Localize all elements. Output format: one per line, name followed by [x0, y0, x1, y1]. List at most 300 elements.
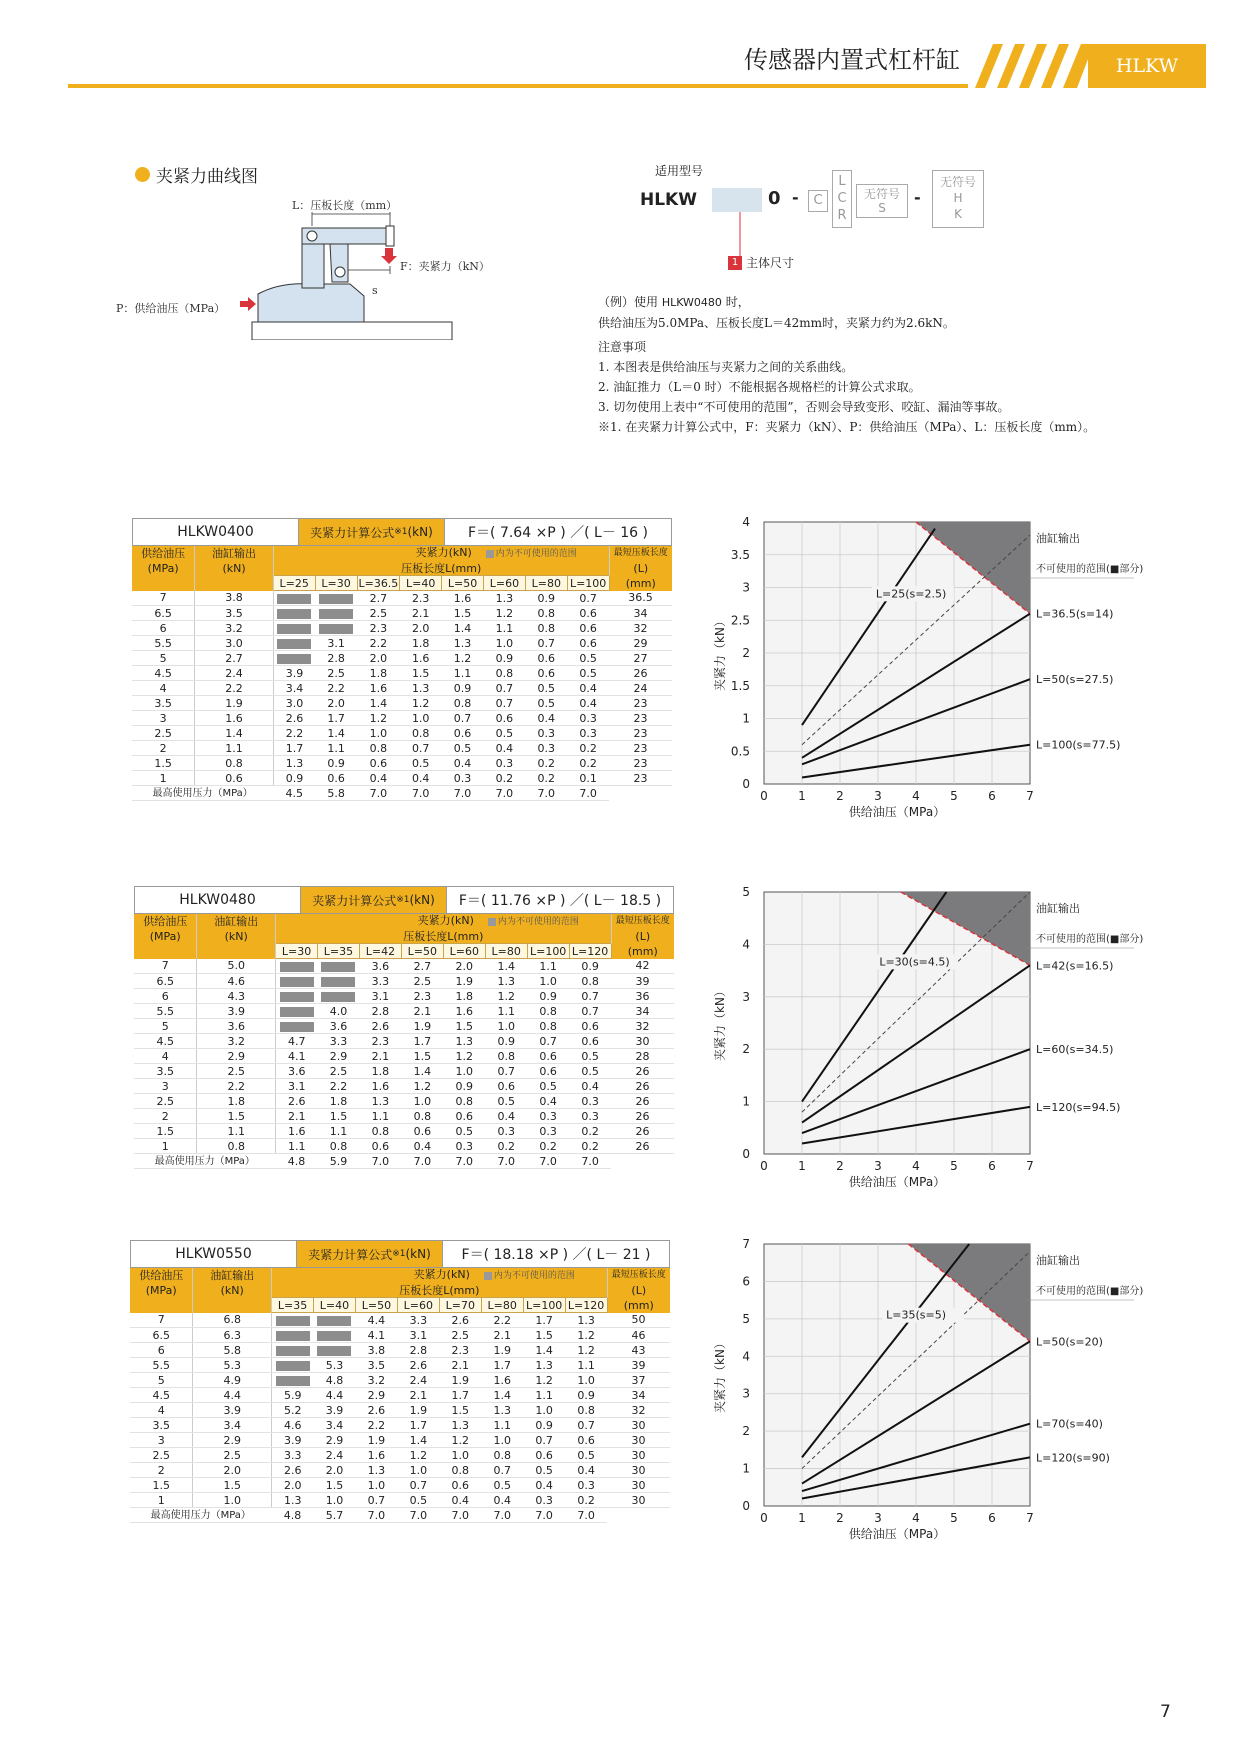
table-cell: 2.4	[313, 1448, 355, 1463]
table-cell	[315, 591, 357, 606]
model-code-label: 适用型号	[655, 164, 704, 178]
table-cell: 0.5	[567, 666, 609, 681]
max-pressure-cell: 7.0	[443, 1154, 485, 1169]
x-axis-label: 供给油压（MPa）	[848, 1527, 946, 1541]
header-force-text: 夹紧力(kN)	[417, 914, 474, 927]
table-cell: 2.3	[400, 591, 442, 606]
table-cell: 3.6	[276, 1064, 318, 1079]
model-code-note-text: 主体尺寸	[746, 256, 795, 270]
header-force-text: 夹紧力(kN)	[413, 1268, 470, 1281]
table-cell: 0.8	[442, 696, 484, 711]
table-cell: 0.5	[400, 756, 442, 771]
header-blank	[197, 944, 276, 959]
chart-svg	[700, 510, 1180, 820]
x-tick-label: 3	[874, 1511, 882, 1525]
table-cell: 1.1	[483, 621, 525, 636]
formula-row	[132, 518, 672, 546]
table-cell	[272, 1343, 314, 1358]
model-code-model: HLKW	[640, 190, 697, 210]
model-code-lcr	[832, 170, 852, 228]
table-cell: 0.6	[357, 756, 400, 771]
table-row	[132, 696, 672, 711]
y-tick-label: 4	[742, 937, 750, 952]
spec-data-table	[134, 914, 674, 1169]
table-cell: 0.7	[442, 711, 484, 726]
formula-footnote-mark: ※1	[392, 1249, 406, 1259]
table-cell: 1.1	[315, 741, 357, 756]
header-length-col: L=120	[569, 944, 611, 959]
y-tick-label: 2	[742, 1042, 750, 1057]
table-cell: 1.1	[481, 1418, 523, 1433]
unusable-cell	[277, 639, 311, 649]
table-cell: 1.9	[355, 1433, 397, 1448]
table-cell: 1.0	[565, 1373, 607, 1388]
table-cell: 2.2	[315, 681, 357, 696]
max-pressure-cell: 7.0	[400, 786, 442, 801]
table-cell: 0.8	[317, 1139, 359, 1154]
table-cell: 30	[607, 1493, 670, 1508]
table-cell: 4.4	[193, 1388, 272, 1403]
table-cell: 2.5	[132, 726, 195, 741]
table-row	[130, 1313, 670, 1328]
table-cell: 2.9	[197, 1049, 276, 1064]
max-pressure-row	[134, 1154, 674, 1169]
table-header-row	[134, 929, 674, 944]
table-cell: 5.3	[313, 1358, 355, 1373]
gray-square-icon	[488, 918, 496, 926]
unusable-legend	[488, 917, 579, 927]
table-cell: 1.4	[357, 696, 400, 711]
table-cell	[276, 1019, 318, 1034]
series-label: L=120(s=90)	[1036, 1451, 1110, 1465]
series-label: L=25(s=2.5)	[875, 587, 947, 601]
table-cell: 2.9	[355, 1388, 397, 1403]
max-pressure-cell: 7.0	[569, 1154, 611, 1169]
table-cell: 1.6	[195, 711, 274, 726]
y-tick-label: 1.5	[730, 678, 750, 693]
table-cell: 1.1	[485, 1004, 527, 1019]
table-cell: 1.5	[132, 756, 195, 771]
table-cell: 24	[609, 681, 672, 696]
table-cell: 1.2	[400, 696, 442, 711]
formula-equation: F＝( 11.76 ×P ) ／( L－ 18.5 )	[458, 893, 662, 909]
unusable-cell	[321, 992, 355, 1002]
series-label: L=36.5(s=14)	[1036, 607, 1114, 621]
table-row	[132, 651, 672, 666]
table-model-name: HLKW0400	[133, 519, 299, 545]
model-code-hk-nosym: 无符号	[939, 175, 976, 189]
table-cell: 2.5	[439, 1328, 481, 1343]
table-cell: 6.5	[130, 1328, 193, 1343]
table-cell: 0.9	[273, 771, 315, 786]
table-cell: 1.2	[401, 1079, 443, 1094]
table-cell: 4.7	[276, 1034, 318, 1049]
example-pre: （例）使用	[598, 295, 662, 309]
table-row	[132, 606, 672, 621]
spec-table-0	[132, 518, 672, 801]
max-pressure-cell: 7.0	[527, 1154, 569, 1169]
table-cell: 2.6	[439, 1313, 481, 1328]
header-min-length: 最短压板长度	[611, 914, 674, 929]
x-tick-label: 5	[950, 789, 958, 803]
header-output-unit: (kN)	[193, 1283, 272, 1298]
table-cell: 3.5	[130, 1418, 193, 1433]
unusable-cell	[280, 962, 314, 972]
x-tick-label: 3	[874, 1159, 882, 1173]
table-cell: 3.8	[355, 1343, 397, 1358]
table-cell: 2.3	[359, 1034, 401, 1049]
table-cell: 1.0	[400, 711, 442, 726]
table-cell: 2.6	[276, 1094, 318, 1109]
table-cell: 0.8	[195, 756, 274, 771]
table-cell: 0.7	[565, 1418, 607, 1433]
table-cell: 2.1	[481, 1328, 523, 1343]
table-cell: 3.0	[273, 696, 315, 711]
table-cell: 3.2	[197, 1034, 276, 1049]
max-pressure-cell: 7.0	[567, 786, 609, 801]
table-cell: 0.4	[565, 1463, 607, 1478]
x-tick-label: 1	[798, 1511, 806, 1525]
chart-svg	[700, 1232, 1180, 1542]
table-cell: 0.5	[565, 1448, 607, 1463]
table-cell: 4.4	[355, 1313, 397, 1328]
table-cell: 2.1	[439, 1358, 481, 1373]
table-row	[130, 1448, 670, 1463]
table-cell: 1.4	[523, 1343, 565, 1358]
formula-unit: (kN)	[407, 525, 433, 539]
table-cell: 1.3	[355, 1463, 397, 1478]
table-cell: 0.6	[569, 1034, 611, 1049]
table-cell: 1.2	[523, 1373, 565, 1388]
table-cell: 0.3	[527, 1124, 569, 1139]
table-row	[130, 1403, 670, 1418]
formula-label	[299, 519, 445, 545]
table-cell: 7	[130, 1313, 193, 1328]
legend-cylinder-output: 油缸输出	[1036, 1254, 1080, 1267]
table-cell: 0.3	[525, 741, 567, 756]
table-cell: 1.1	[276, 1139, 318, 1154]
table-row	[132, 711, 672, 726]
table-cell: 4.5	[132, 666, 195, 681]
table-row	[132, 681, 672, 696]
table-cell: 1.9	[443, 974, 485, 989]
table-row	[130, 1373, 670, 1388]
table-cell: 0.2	[567, 756, 609, 771]
table-cell: 3.1	[315, 636, 357, 651]
table-cell: 2.5	[317, 1064, 359, 1079]
table-cell: 1.6	[355, 1448, 397, 1463]
table-cell: 3.2	[195, 621, 274, 636]
table-cell: 2.2	[195, 681, 274, 696]
table-cell: 0.3	[443, 1139, 485, 1154]
gray-square-icon	[484, 1272, 492, 1280]
table-cell: 23	[609, 726, 672, 741]
max-pressure-cell: 7.0	[397, 1508, 439, 1523]
x-tick-label: 0	[760, 1511, 768, 1525]
header-length-col: L=35	[272, 1298, 314, 1313]
table-row	[134, 1124, 674, 1139]
model-code-dash-1: -	[792, 188, 799, 207]
table-cell: 0.9	[523, 1418, 565, 1433]
table-cell: 0.6	[315, 771, 357, 786]
table-cell: 30	[607, 1448, 670, 1463]
table-cell: 0.2	[525, 756, 567, 771]
y-tick-label: 3	[742, 580, 750, 595]
table-cell: 2.0	[443, 959, 485, 974]
table-cell: 2.5	[193, 1448, 272, 1463]
max-pressure-cell: 7.0	[439, 1508, 481, 1523]
chart-svg	[700, 880, 1180, 1190]
table-cell: 3.3	[397, 1313, 439, 1328]
table-cell: 0.6	[443, 1109, 485, 1124]
table-row	[134, 1139, 674, 1154]
table-cell: 1.0	[485, 1019, 527, 1034]
unusable-cell	[276, 1331, 310, 1341]
caution-title: 注意事项	[598, 340, 647, 354]
table-cell: 1.3	[523, 1358, 565, 1373]
table-row	[134, 1049, 674, 1064]
table-cell: 0.4	[400, 771, 442, 786]
table-cell: 1.4	[195, 726, 274, 741]
legend-unusable: 不可使用的范围(■部分)	[1036, 564, 1144, 575]
table-row	[134, 1079, 674, 1094]
table-cell: 1.0	[313, 1493, 355, 1508]
table-cell: 0.9	[483, 651, 525, 666]
table-cell: 1.2	[485, 989, 527, 1004]
table-cell: 0.4	[401, 1139, 443, 1154]
table-cell: 39	[607, 1358, 670, 1373]
series-label: L=100(s=77.5)	[1036, 738, 1121, 752]
table-cell: 0.8	[401, 1109, 443, 1124]
table-cell: 3.6	[317, 1019, 359, 1034]
unusable-cell	[319, 609, 353, 619]
table-cell: 1.9	[397, 1403, 439, 1418]
y-tick-label: 0.5	[730, 744, 750, 759]
table-row	[134, 1064, 674, 1079]
table-cell: 2.2	[481, 1313, 523, 1328]
table-cell: 2.5	[197, 1064, 276, 1079]
y-tick-label: 0	[742, 1147, 750, 1161]
table-cell: 1.3	[400, 681, 442, 696]
table-cell: 0.8	[357, 741, 400, 756]
x-tick-label: 0	[760, 789, 768, 803]
table-cell	[273, 636, 315, 651]
table-cell: 0.5	[525, 681, 567, 696]
table-cell: 1.3	[483, 591, 525, 606]
table-cell: 0.5	[397, 1493, 439, 1508]
header-length-col: L=60	[443, 944, 485, 959]
diagram-s-label: s	[372, 284, 378, 297]
table-cell: 5.9	[272, 1388, 314, 1403]
table-cell: 0.8	[525, 606, 567, 621]
table-cell: 0.8	[197, 1139, 276, 1154]
header-pressure-unit: (MPa)	[134, 929, 197, 944]
table-cell: 3.5	[355, 1358, 397, 1373]
table-cell: 1.6	[276, 1124, 318, 1139]
table-cell: 1	[130, 1493, 193, 1508]
table-cell: 2.5	[401, 974, 443, 989]
table-cell: 3.6	[359, 959, 401, 974]
table-cell: 5.2	[272, 1403, 314, 1418]
table-cell: 1.4	[401, 1064, 443, 1079]
table-cell: 26	[611, 1079, 674, 1094]
table-cell: 34	[609, 606, 672, 621]
table-cell: 0.4	[439, 1493, 481, 1508]
table-cell: 2	[132, 741, 195, 756]
header-blank	[134, 944, 197, 959]
model-code-c: C	[808, 190, 828, 212]
table-cell: 2.6	[272, 1463, 314, 1478]
table-cell: 5	[134, 1019, 197, 1034]
header-min-length: 最短压板长度	[607, 1268, 670, 1283]
series-label: L=35(s=5)	[886, 1308, 947, 1322]
table-cell: 3.9	[272, 1433, 314, 1448]
table-cell: 2.7	[195, 651, 274, 666]
table-cell: 32	[607, 1403, 670, 1418]
table-cell: 0.7	[481, 1463, 523, 1478]
table-cell: 50	[607, 1313, 670, 1328]
header-length-col: L=25	[273, 576, 315, 591]
table-cell: 2.8	[359, 1004, 401, 1019]
table-cell: 0.9	[442, 681, 484, 696]
header-rule	[68, 84, 968, 88]
header-length-col: L=50	[401, 944, 443, 959]
header-length-col: L=42	[359, 944, 401, 959]
table-cell: 0.5	[569, 1049, 611, 1064]
table-cell: 0.9	[315, 756, 357, 771]
table-cell: 29	[609, 636, 672, 651]
header-output: 油缸输出	[195, 546, 274, 561]
x-tick-label: 7	[1026, 1159, 1034, 1173]
unusable-cell	[321, 977, 355, 987]
table-cell: 3.4	[193, 1418, 272, 1433]
table-cell: 4.1	[355, 1328, 397, 1343]
table-cell: 0.4	[481, 1493, 523, 1508]
table-cell: 2.1	[359, 1049, 401, 1064]
table-cell: 1.5	[130, 1478, 193, 1493]
table-cell: 0.1	[567, 771, 609, 786]
table-cell: 42	[611, 959, 674, 974]
table-cell: 0.6	[483, 711, 525, 726]
table-cell: 1.6	[443, 1004, 485, 1019]
table-row	[132, 621, 672, 636]
formula-row	[134, 886, 674, 914]
table-cell: 1.1	[565, 1358, 607, 1373]
table-cell: 2.3	[401, 989, 443, 1004]
table-cell: 0.9	[525, 591, 567, 606]
header-length: 压板长度L(mm)	[273, 561, 609, 576]
max-pressure-cell: 7.0	[401, 1154, 443, 1169]
page-number: 7	[1160, 1702, 1171, 1722]
model-code-s-box	[856, 184, 908, 218]
x-tick-label: 2	[836, 1511, 844, 1525]
y-axis-label: 夹紧力（kN）	[713, 985, 727, 1061]
table-cell: 30	[607, 1433, 670, 1448]
caution-item-2: 2. 油缸推力（L＝0 时）不能根据各规格栏的计算公式求取。	[598, 380, 921, 394]
table-cell: 0.6	[442, 726, 484, 741]
series-label: L=30(s=4.5)	[879, 955, 950, 969]
table-cell: 0.6	[567, 636, 609, 651]
table-cell: 5	[132, 651, 195, 666]
table-cell: 4.1	[276, 1049, 318, 1064]
table-cell: 3.2	[355, 1373, 397, 1388]
formula-footnote-mark: ※1	[396, 895, 410, 905]
table-cell: 1.0	[357, 726, 400, 741]
table-cell: 3.3	[317, 1034, 359, 1049]
table-cell: 0.8	[481, 1448, 523, 1463]
header-length-col: L=60	[483, 576, 525, 591]
y-tick-label: 3	[742, 1386, 750, 1401]
table-cell: 26	[611, 1109, 674, 1124]
table-cell: 0.7	[483, 696, 525, 711]
table-cell	[317, 959, 359, 974]
table-model-name: HLKW0480	[135, 887, 301, 913]
table-cell: 0.5	[527, 1079, 569, 1094]
table-row	[132, 591, 672, 606]
table-cell: 0.6	[525, 666, 567, 681]
x-tick-label: 1	[798, 789, 806, 803]
table-cell: 2.4	[195, 666, 274, 681]
table-cell: 0.2	[485, 1139, 527, 1154]
unusable-cell	[276, 1376, 310, 1386]
table-cell: 30	[607, 1418, 670, 1433]
table-cell: 0.5	[523, 1463, 565, 1478]
table-cell	[276, 989, 318, 1004]
table-cell	[313, 1343, 355, 1358]
max-pressure-blank	[611, 1154, 674, 1169]
header-force	[272, 1268, 608, 1283]
table-cell: 2.0	[313, 1463, 355, 1478]
table-cell: 1.7	[273, 741, 315, 756]
y-tick-label: 2	[742, 1424, 750, 1439]
table-cell: 1.8	[400, 636, 442, 651]
header-stripes	[975, 44, 1090, 88]
table-cell: 2.7	[357, 591, 400, 606]
table-cell: 0.3	[565, 1478, 607, 1493]
table-row	[132, 771, 672, 786]
table-cell: 23	[609, 696, 672, 711]
table-cell: 0.8	[485, 1049, 527, 1064]
model-code-k: K	[954, 207, 962, 221]
table-cell: 0.6	[527, 1064, 569, 1079]
table-row	[130, 1388, 670, 1403]
table-cell	[315, 621, 357, 636]
caution-item-1: 1. 本图表是供给油压与夹紧力之间的关系曲线。	[598, 360, 854, 374]
table-cell: 0.6	[195, 771, 274, 786]
table-cell: 3.5	[195, 606, 274, 621]
gray-square-icon	[486, 550, 494, 558]
table-cell: 1.8	[443, 989, 485, 1004]
table-cell: 1.0	[397, 1463, 439, 1478]
table-row	[134, 1094, 674, 1109]
table-cell: 3.8	[195, 591, 274, 606]
spec-table-1	[134, 886, 674, 1169]
diagram-force-label: F：夹紧力（kN）	[400, 260, 490, 273]
header-model-badge: HLKW	[1088, 44, 1206, 88]
table-cell: 5.5	[130, 1358, 193, 1373]
header-length-col: L=40	[313, 1298, 355, 1313]
table-cell: 3.4	[273, 681, 315, 696]
table-cell	[272, 1313, 314, 1328]
table-cell: 0.2	[525, 771, 567, 786]
table-cell: 2.0	[193, 1463, 272, 1478]
table-cell: 7	[134, 959, 197, 974]
table-cell: 1.9	[439, 1373, 481, 1388]
table-header-row	[132, 546, 672, 561]
x-tick-label: 2	[836, 1159, 844, 1173]
formula-equation: F＝( 7.64 ×P ) ／( L－ 16 )	[467, 525, 648, 541]
table-row	[134, 1019, 674, 1034]
